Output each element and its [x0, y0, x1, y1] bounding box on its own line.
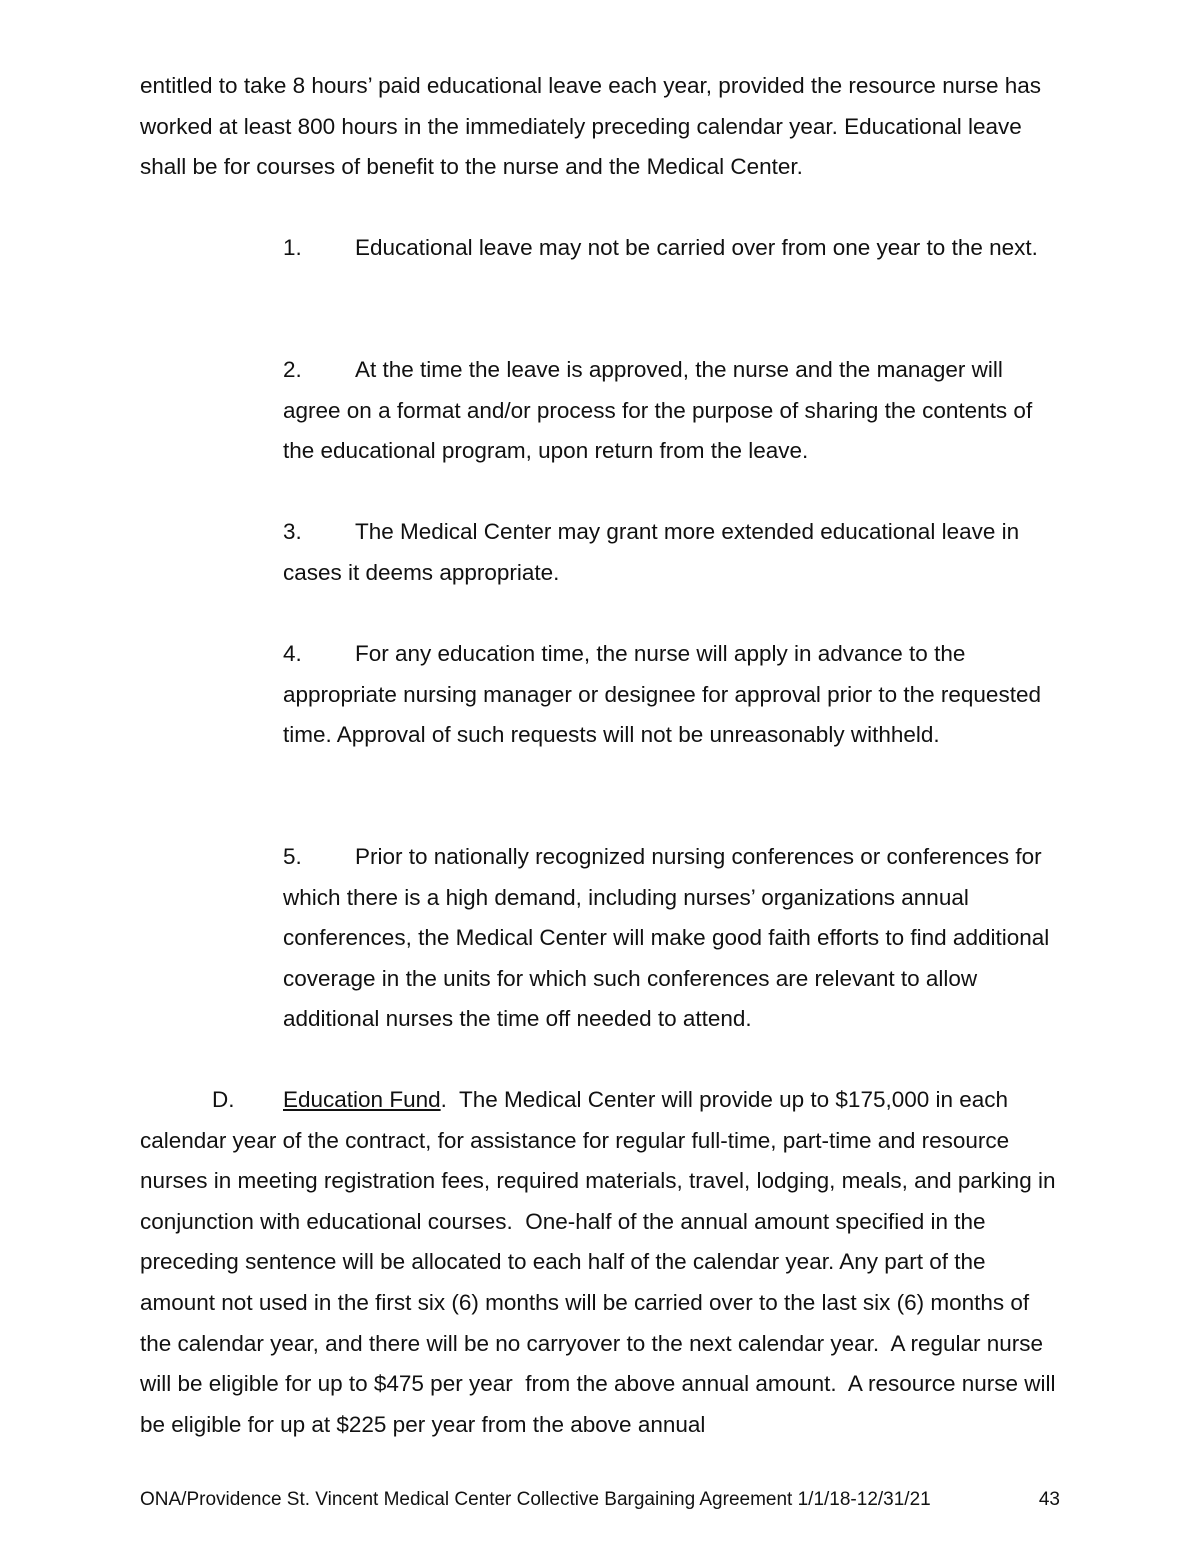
list-item-text: At the time the leave is approved, the nurse and the manager will agree on a format and/or process for the purpose of sharing the contents of the educational program, upon return from the leave. — [283, 357, 1033, 464]
footer-title: ONA/Providence St. Vincent Medical Center Collective Bargaining Agreement 1/1/18-12/31/21 — [140, 1489, 931, 1510]
page-footer — [140, 1488, 1060, 1512]
list-item — [283, 512, 1063, 593]
list-item-text: Prior to nationally recognized nursing conferences or conferences for which there is a high demand, including nurses’ organizations annual conferences, the Medical Center will make good faith efforts to find additional coverage in the units for which such conferences are relevant to allow additional nurses the time off needed to attend. — [283, 844, 1050, 1032]
opening-paragraph: entitled to take 8 hours’ paid educational leave each year, provided the resource nurse has worked at least 800 hours in the immediately preceding calendar year. Educational leave shall be for courses of benefit to the nurse and the Medical Center. — [140, 73, 1041, 180]
list-item — [283, 634, 1063, 756]
section-heading-suffix: . — [440, 1087, 447, 1112]
section-letter: D. — [212, 1087, 235, 1112]
list-item-number: 1. — [283, 235, 302, 260]
list-item — [283, 350, 1063, 472]
section-body: The Medical Center will provide up to $175,000 in each calendar year of the contract, for assistance for regular full-time, part-time and resource nurses in meeting registration fees, required materials, travel, lodging, meals, and parking in conjunction with educational courses. One-half of the annual amount specified in the preceding sentence will be allocated to each half of the calendar year. Any part of the amount not used in the first six (6) months will be carried over to the last six (6) months of the calendar year, and there will be no carryover to the next calendar year. A regular nurse will be eligible for up to $475 per year from the above annual amount. A resource nurse will be eligible for up at $225 per year from the above annual — [140, 1087, 1062, 1437]
list-item-text: The Medical Center may grant more extended educational leave in cases it deems appropriate. — [283, 519, 1020, 585]
list-item-text: Educational leave may not be carried over from one year to the next. — [355, 235, 1038, 260]
list-item — [283, 837, 1063, 1040]
section-heading: Education Fund — [283, 1087, 441, 1112]
list-item-number: 3. — [283, 519, 302, 544]
page-number: 43 — [1038, 1489, 1060, 1510]
list-item-text: For any education time, the nurse will apply in advance to the appropriate nursing manager or designee for approval prior to the requested time. Approval of such requests will not be unreasonably withheld. — [283, 641, 1041, 748]
section-d-paragraph — [140, 1080, 1065, 1445]
list-item-number: 4. — [283, 641, 302, 666]
list-item — [283, 228, 1063, 269]
list-item-number: 2. — [283, 357, 302, 382]
list-item-number: 5. — [283, 844, 302, 869]
